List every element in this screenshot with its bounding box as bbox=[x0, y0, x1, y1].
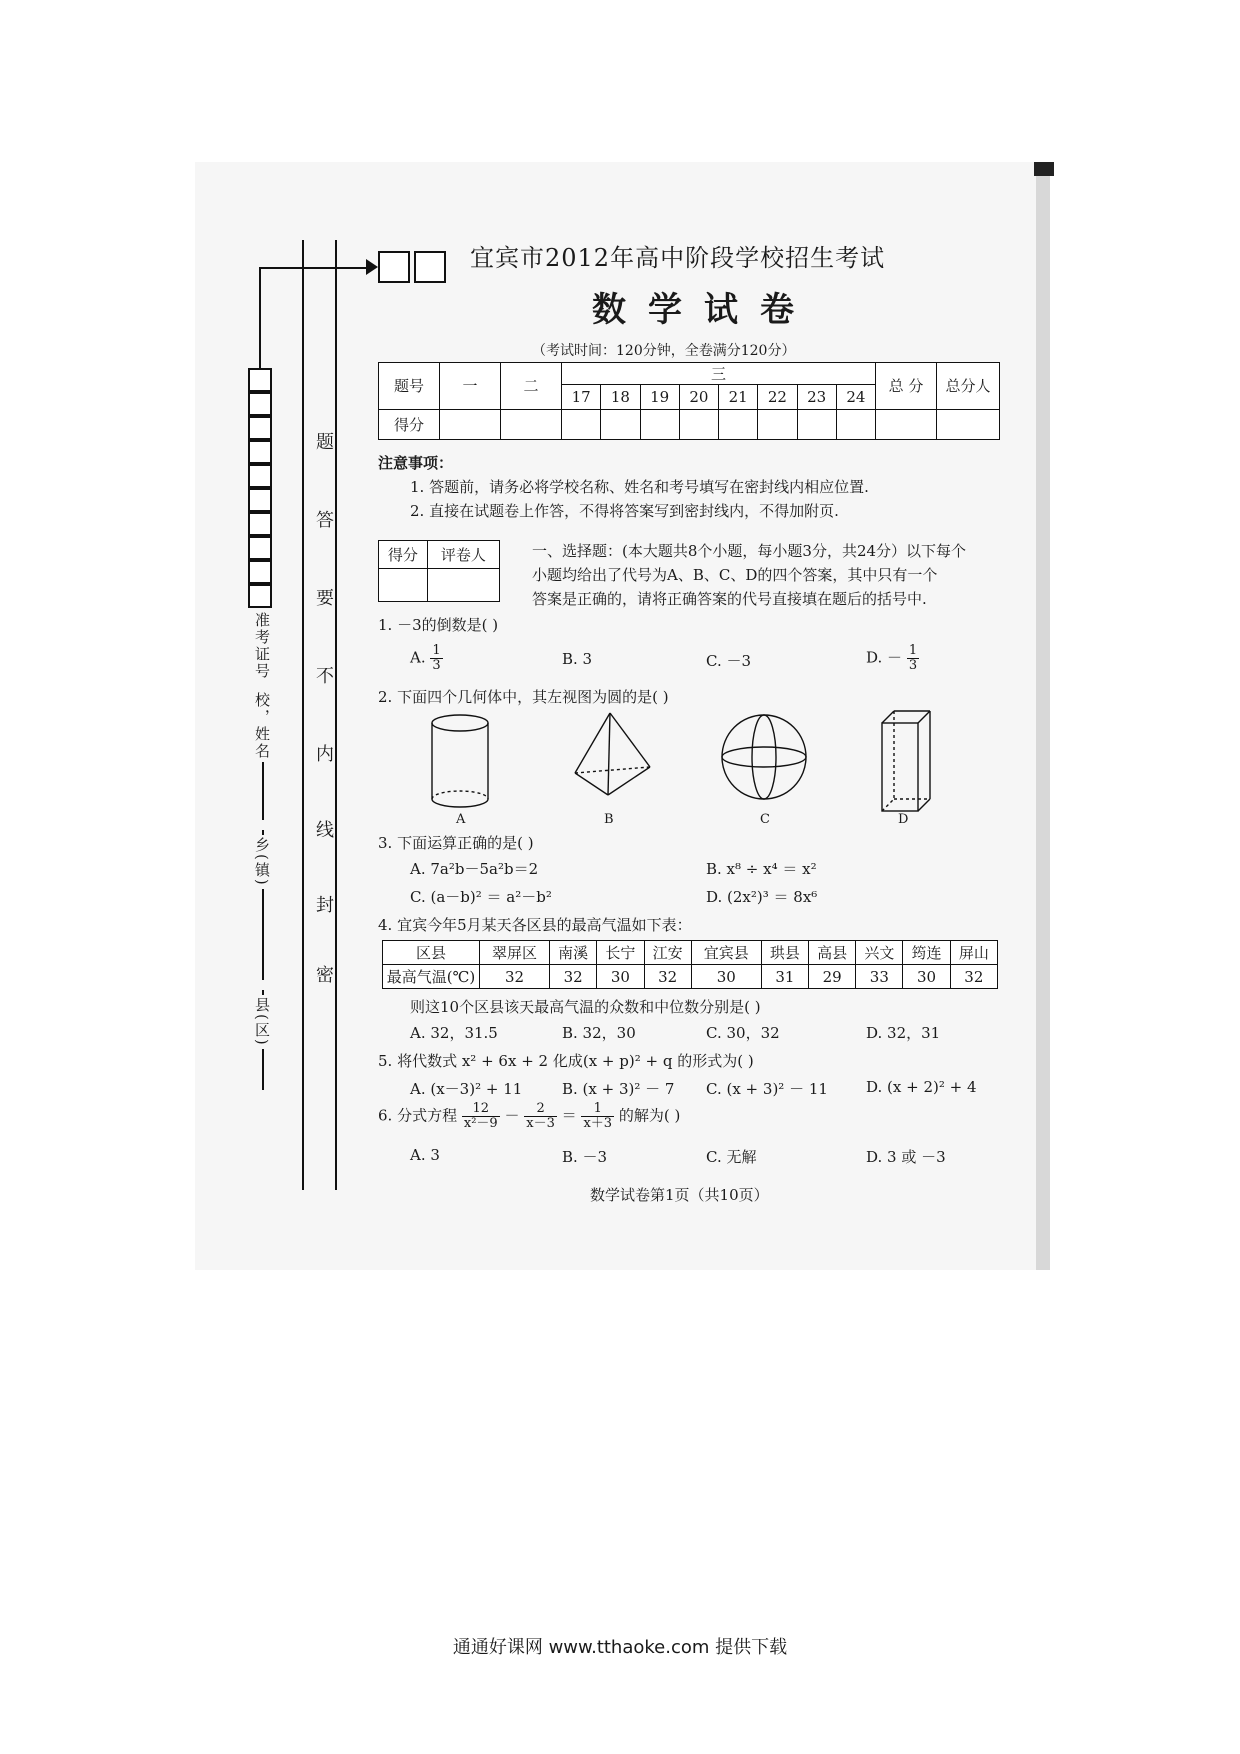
cylinder-figure bbox=[432, 715, 488, 807]
score-row-label: 得分 bbox=[379, 409, 440, 439]
q6-prefix: 6. 分式方程 bbox=[378, 1106, 458, 1125]
seal-char-7: 封 bbox=[313, 895, 334, 915]
exam-no-box-5[interactable] bbox=[248, 464, 272, 488]
seal-char-8: 密 bbox=[313, 965, 334, 985]
section-2-header: 二 bbox=[501, 363, 562, 410]
q1-a-num: 1 bbox=[432, 643, 441, 658]
score-cell[interactable] bbox=[679, 409, 718, 439]
district-cell: 筠连 bbox=[903, 941, 950, 965]
q5-option-a[interactable]: A. (x－3)² + 11 bbox=[410, 1080, 523, 1098]
temp-cell: 32 bbox=[644, 965, 691, 989]
scorer-header: 总分人 bbox=[937, 363, 1000, 410]
q6-minus: － bbox=[504, 1106, 520, 1125]
score-cell[interactable] bbox=[937, 409, 1000, 439]
seal-line-right bbox=[335, 240, 337, 1190]
page-footer: 数学试卷第1页（共10页） bbox=[590, 1186, 769, 1204]
q6-t3-num: 1 bbox=[581, 1102, 614, 1117]
q1-d-den: 3 bbox=[908, 658, 918, 673]
county-label: 县(区) bbox=[253, 997, 271, 1047]
score-cell[interactable] bbox=[836, 409, 875, 439]
q1-d-fraction bbox=[907, 644, 919, 673]
seal-char-6: 线 bbox=[313, 820, 334, 840]
sub-q-18: 18 bbox=[601, 385, 640, 409]
exam-title: 宜宾市2012年高中阶段学校招生考试 bbox=[470, 244, 886, 272]
district-cell: 南溪 bbox=[550, 941, 597, 965]
school-name-label: 校，姓名 bbox=[253, 692, 271, 760]
grader-name-cell[interactable] bbox=[427, 569, 499, 602]
q6-term-2 bbox=[524, 1102, 557, 1131]
score-cell[interactable] bbox=[601, 409, 640, 439]
q6-t1-num: 12 bbox=[462, 1102, 500, 1117]
q5-stem: 5. 将代数式 x² + 6x + 2 化成(x + p)² + q 的形式为( ) bbox=[378, 1052, 754, 1070]
q6-suffix: 的解为( ) bbox=[618, 1106, 681, 1125]
exam-no-label: 准考证号 bbox=[253, 612, 271, 680]
q5-option-d[interactable]: D. (x + 2)² + 4 bbox=[866, 1078, 977, 1096]
score-cell[interactable] bbox=[719, 409, 758, 439]
sub-q-19: 19 bbox=[640, 385, 679, 409]
q1-option-a[interactable] bbox=[410, 644, 443, 673]
sub-q-17: 17 bbox=[562, 385, 601, 409]
score-cell[interactable] bbox=[440, 409, 501, 439]
q6-equals: ＝ bbox=[561, 1106, 577, 1125]
q6-t2-den: x－3 bbox=[526, 1116, 555, 1131]
scan-edge-mark bbox=[1034, 162, 1054, 176]
exam-no-box-7[interactable] bbox=[248, 512, 272, 536]
q1-a-fraction bbox=[430, 644, 442, 673]
section1-intro-1: 一、选择题：(本大题共8个小题，每小题3分，共24分）以下每个 bbox=[532, 542, 967, 560]
district-cell: 宜宾县 bbox=[691, 941, 761, 965]
seal-char-2: 答 bbox=[313, 510, 334, 530]
town-label: 乡(镇) bbox=[253, 837, 271, 887]
q4-option-d[interactable]: D. 32，31 bbox=[866, 1024, 941, 1042]
site-footer: 通通好课网 www.tthaoke.com 提供下载 bbox=[452, 1637, 788, 1658]
q1-d-label: D. － bbox=[866, 648, 903, 667]
temp-table-header: 区县 bbox=[383, 941, 480, 965]
section1-intro-2: 小题均给出了代号为A、B、C、D的四个答案，其中只有一个 bbox=[532, 566, 938, 584]
temp-cell: 30 bbox=[597, 965, 644, 989]
score-header-label: 题号 bbox=[379, 363, 440, 410]
section1-intro-3: 答案是正确的，请将正确答案的代号直接填在题后的括号中. bbox=[532, 590, 927, 608]
sub-q-24: 24 bbox=[836, 385, 875, 409]
q4-option-b[interactable]: B. 32，30 bbox=[562, 1024, 636, 1042]
seal-char-5: 内 bbox=[313, 744, 334, 764]
exam-no-box-8[interactable] bbox=[248, 536, 272, 560]
temp-cell: 29 bbox=[809, 965, 856, 989]
exam-info: （考试时间：120分钟，全卷满分120分） bbox=[532, 343, 796, 359]
score-cell[interactable] bbox=[876, 409, 937, 439]
seal-char-4: 不 bbox=[313, 666, 334, 686]
q3-option-c[interactable]: C. (a－b)² ＝ a²－b² bbox=[410, 888, 552, 906]
q2-label-d[interactable]: D bbox=[898, 812, 909, 827]
note-2: 2. 直接在试题卷上作答，不得将答案写到密封线内，不得加附页. bbox=[410, 502, 839, 520]
total-header: 总 分 bbox=[876, 363, 937, 410]
sub-q-22: 22 bbox=[758, 385, 797, 409]
q1-a-label: A. bbox=[410, 648, 426, 667]
section-3-header: 三 bbox=[562, 363, 876, 385]
score-cell[interactable] bbox=[501, 409, 562, 439]
score-cell[interactable] bbox=[758, 409, 797, 439]
temp-row-label: 最高气温(℃) bbox=[383, 965, 480, 989]
score-cell[interactable] bbox=[640, 409, 679, 439]
q3-option-d[interactable]: D. (2x²)³ ＝ 8x⁶ bbox=[706, 888, 818, 906]
q3-option-a[interactable]: A. 7a²b－5a²b＝2 bbox=[410, 860, 539, 878]
seal-line-left bbox=[302, 240, 304, 1190]
top-box-1[interactable] bbox=[378, 251, 410, 283]
q6-stem bbox=[378, 1102, 680, 1131]
q4-option-c[interactable]: C. 30，32 bbox=[706, 1024, 780, 1042]
q6-option-b[interactable]: B. －3 bbox=[562, 1148, 608, 1166]
note-1: 1. 答题前，请务必将学校名称、姓名和考号填写在密封线内相应位置. bbox=[410, 478, 869, 496]
q6-term-1 bbox=[462, 1102, 500, 1131]
temp-cell: 32 bbox=[550, 965, 597, 989]
seal-char-3: 要 bbox=[313, 588, 334, 608]
q2-label-b[interactable]: B bbox=[604, 812, 614, 827]
q6-term-3 bbox=[581, 1102, 614, 1131]
q1-stem: 1. －3的倒数是( ) bbox=[378, 616, 499, 634]
q5-option-b[interactable]: B. (x + 3)² － 7 bbox=[562, 1080, 675, 1098]
prism-figure bbox=[882, 711, 930, 811]
pyramid-figure bbox=[575, 713, 650, 795]
q1-d-num: 1 bbox=[908, 643, 918, 658]
exam-no-box-6[interactable] bbox=[248, 488, 272, 512]
district-cell: 珙县 bbox=[761, 941, 808, 965]
q1-a-den: 3 bbox=[432, 658, 441, 673]
temp-cell: 31 bbox=[761, 965, 808, 989]
district-cell: 翠屏区 bbox=[480, 941, 550, 965]
q4-option-a[interactable]: A. 32，31.5 bbox=[410, 1024, 498, 1042]
temp-cell: 33 bbox=[856, 965, 903, 989]
q4-follow: 则这10个区县该天最高气温的众数和中位数分别是( ) bbox=[410, 998, 761, 1016]
exam-no-box-10[interactable] bbox=[248, 584, 272, 608]
q1-option-b[interactable]: B. 3 bbox=[562, 650, 593, 668]
q1-option-c[interactable]: C. －3 bbox=[706, 652, 752, 670]
sub-q-21: 21 bbox=[719, 385, 758, 409]
exam-no-box-9[interactable] bbox=[248, 560, 272, 584]
section-1-header: 一 bbox=[440, 363, 501, 410]
connector-horizontal bbox=[259, 267, 369, 269]
scan-edge bbox=[1036, 162, 1050, 1270]
district-cell: 兴文 bbox=[856, 941, 903, 965]
sub-q-20: 20 bbox=[679, 385, 718, 409]
q3-stem: 3. 下面运算正确的是( ) bbox=[378, 834, 534, 852]
grader-score-cell[interactable] bbox=[379, 569, 428, 602]
q5-option-c[interactable]: C. (x + 3)² － 11 bbox=[706, 1080, 828, 1098]
q6-option-d[interactable]: D. 3 或 －3 bbox=[866, 1148, 946, 1166]
score-table bbox=[378, 362, 1000, 440]
q6-t2-num: 2 bbox=[524, 1102, 557, 1117]
temperature-table bbox=[382, 940, 998, 989]
q6-option-a[interactable]: A. 3 bbox=[410, 1146, 440, 1164]
q6-option-c[interactable]: C. 无解 bbox=[706, 1148, 757, 1166]
sub-q-23: 23 bbox=[797, 385, 836, 409]
score-cell[interactable] bbox=[562, 409, 601, 439]
exam-no-box-3[interactable] bbox=[248, 416, 272, 440]
q2-stem: 2. 下面四个几何体中，其左视图为圆的是( ) bbox=[378, 688, 669, 706]
score-cell[interactable] bbox=[797, 409, 836, 439]
grader-table bbox=[378, 540, 500, 602]
district-cell: 江安 bbox=[644, 941, 691, 965]
q6-t3-den: x＋3 bbox=[583, 1116, 613, 1131]
q2-figures bbox=[400, 705, 960, 825]
arrow-icon bbox=[366, 259, 378, 275]
district-cell: 高县 bbox=[809, 941, 856, 965]
connector-vertical bbox=[259, 268, 261, 368]
seal-char-1: 题 bbox=[313, 432, 334, 452]
exam-no-box-1[interactable] bbox=[248, 368, 272, 392]
district-cell: 屏山 bbox=[950, 941, 997, 965]
grader-score-label: 得分 bbox=[379, 541, 428, 569]
sphere-figure bbox=[722, 715, 806, 799]
grader-name-label: 评卷人 bbox=[427, 541, 499, 569]
top-box-2[interactable] bbox=[414, 251, 446, 283]
temp-cell: 32 bbox=[480, 965, 550, 989]
exam-no-box-4[interactable] bbox=[248, 440, 272, 464]
temp-cell: 30 bbox=[691, 965, 761, 989]
exam-subtitle: 数学试卷 bbox=[592, 290, 816, 330]
q6-t1-den: x²－9 bbox=[463, 1116, 498, 1131]
q2-label-c[interactable]: C bbox=[760, 812, 770, 827]
exam-no-box-2[interactable] bbox=[248, 392, 272, 416]
q2-label-a[interactable]: A bbox=[456, 812, 466, 827]
q1-option-d[interactable] bbox=[866, 644, 919, 673]
q3-option-b[interactable]: B. x⁸ ÷ x⁴ ＝ x² bbox=[706, 860, 817, 878]
q4-stem: 4. 宜宾今年5月某天各区县的最高气温如下表： bbox=[378, 916, 692, 934]
temp-cell: 30 bbox=[903, 965, 950, 989]
notes-title: 注意事项： bbox=[378, 454, 454, 472]
district-cell: 长宁 bbox=[597, 941, 644, 965]
temp-cell: 32 bbox=[950, 965, 997, 989]
